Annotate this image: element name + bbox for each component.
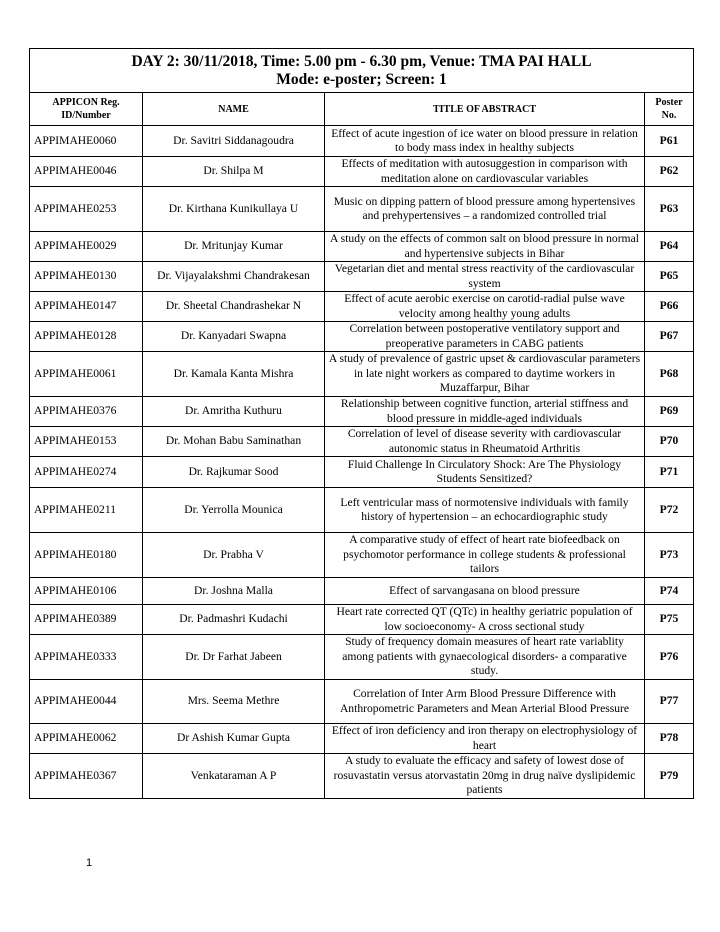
name-cell: Dr. Dr Farhat Jabeen [143, 635, 325, 680]
reg-cell: APPIMAHE0389 [30, 605, 143, 635]
table-row [30, 754, 694, 799]
session-title [30, 49, 694, 93]
table-row [30, 724, 694, 754]
reg-cell: APPIMAHE0060 [30, 126, 143, 157]
table-row [30, 457, 694, 488]
column-header-name: NAME [143, 93, 325, 126]
name-cell: Venkataraman A P [143, 754, 325, 799]
reg-cell: APPIMAHE0274 [30, 457, 143, 488]
name-cell: Dr. Shilpa M [143, 157, 325, 187]
name-cell: Dr. Yerrolla Mounica [143, 488, 325, 533]
abstract-title-cell: Correlation of level of disease severity with cardiovascular autonomic status in Rheumatoid Arthritis [325, 427, 645, 457]
table-row [30, 635, 694, 680]
name-cell: Dr. Prabha V [143, 533, 325, 578]
poster-number-cell: P62 [645, 157, 694, 187]
name-cell: Dr. Sheetal Chandrashekar N [143, 292, 325, 322]
poster-number-cell: P70 [645, 427, 694, 457]
reg-cell: APPIMAHE0128 [30, 322, 143, 352]
name-cell: Dr. Padmashri Kudachi [143, 605, 325, 635]
reg-cell: APPIMAHE0211 [30, 488, 143, 533]
poster-number-cell: P69 [645, 397, 694, 427]
table-row [30, 352, 694, 397]
name-cell: Dr. Amritha Kuthuru [143, 397, 325, 427]
table-row [30, 605, 694, 635]
poster-number-cell: P75 [645, 605, 694, 635]
table-row [30, 427, 694, 457]
name-cell: Dr. Vijayalakshmi Chandrakesan [143, 262, 325, 292]
abstract-title-cell: Effect of acute aerobic exercise on carotid-radial pulse wave velocity among healthy young adults [325, 292, 645, 322]
session-title-line1: DAY 2: 30/11/2018, Time: 5.00 pm - 6.30 pm, Venue: TMA PAI HALL [131, 53, 592, 70]
abstract-title-cell: A study on the effects of common salt on blood pressure in normal and hypertensive subjects in Bihar [325, 232, 645, 262]
name-cell: Dr. Savitri Siddanagoudra [143, 126, 325, 157]
abstract-title-cell: Music on dipping pattern of blood pressure among hypertensives and prehypertensives – a randomized controlled trial [325, 187, 645, 232]
reg-cell: APPIMAHE0130 [30, 262, 143, 292]
reg-cell: APPIMAHE0367 [30, 754, 143, 799]
table-row [30, 126, 694, 157]
poster-number-cell: P74 [645, 578, 694, 605]
column-header-reg: APPICON Reg. ID/Number [30, 93, 143, 126]
reg-cell: APPIMAHE0046 [30, 157, 143, 187]
table-row [30, 232, 694, 262]
header-row [30, 93, 694, 126]
abstract-title-cell: A study of prevalence of gastric upset & cardiovascular parameters in late night workers as compared to daytime workers in Muzaffarpur, Bihar [325, 352, 645, 397]
table-row [30, 322, 694, 352]
table-row [30, 292, 694, 322]
poster-number-cell: P77 [645, 680, 694, 724]
abstract-title-cell: A comparative study of effect of heart rate biofeedback on psychomotor performance in college students & professional tailors [325, 533, 645, 578]
abstract-title-cell: Effect of sarvangasana on blood pressure [325, 578, 645, 605]
poster-number-cell: P64 [645, 232, 694, 262]
abstract-title-cell: Vegetarian diet and mental stress reactivity of the cardiovascular system [325, 262, 645, 292]
column-header-poster: Poster No. [645, 93, 694, 126]
reg-cell: APPIMAHE0044 [30, 680, 143, 724]
title-row [30, 49, 694, 93]
table-row [30, 157, 694, 187]
reg-cell: APPIMAHE0062 [30, 724, 143, 754]
poster-number-cell: P72 [645, 488, 694, 533]
poster-number-cell: P73 [645, 533, 694, 578]
table-body [30, 126, 694, 799]
poster-number-cell: P66 [645, 292, 694, 322]
poster-number-cell: P61 [645, 126, 694, 157]
session-title-line2: Mode: e-poster; Screen: 1 [276, 71, 447, 88]
name-cell: Dr. Mohan Babu Saminathan [143, 427, 325, 457]
table-row [30, 680, 694, 724]
reg-cell: APPIMAHE0333 [30, 635, 143, 680]
reg-cell: APPIMAHE0153 [30, 427, 143, 457]
name-cell: Dr. Mritunjay Kumar [143, 232, 325, 262]
poster-number-cell: P78 [645, 724, 694, 754]
abstract-title-cell: A study to evaluate the efficacy and safety of lowest dose of rosuvastatin versus atorvastatin 20mg in drug naïve dyslipidemic patients [325, 754, 645, 799]
abstract-title-cell: Study of frequency domain measures of heart rate variablity among patients with gynaecological disorders- a comparative study. [325, 635, 645, 680]
abstract-title-cell: Correlation of Inter Arm Blood Pressure Difference with Anthropometric Parameters and Mean Arterial Blood Pressure [325, 680, 645, 724]
reg-cell: APPIMAHE0029 [30, 232, 143, 262]
page-number: 1 [86, 857, 93, 869]
table-row [30, 488, 694, 533]
name-cell: Dr. Kirthana Kunikullaya U [143, 187, 325, 232]
name-cell: Dr Ashish Kumar Gupta [143, 724, 325, 754]
abstract-title-cell: Effect of iron deficiency and iron therapy on electrophysiology of heart [325, 724, 645, 754]
table-row [30, 262, 694, 292]
abstract-title-cell: Effects of meditation with autosuggestion in comparison with meditation alone on cardiovascular variables [325, 157, 645, 187]
abstract-title-cell: Effect of acute ingestion of ice water on blood pressure in relation to body mass index in healthy subjects [325, 126, 645, 157]
poster-number-cell: P67 [645, 322, 694, 352]
poster-number-cell: P76 [645, 635, 694, 680]
reg-cell: APPIMAHE0147 [30, 292, 143, 322]
table-row [30, 397, 694, 427]
name-cell: Dr. Kanyadari Swapna [143, 322, 325, 352]
abstract-title-cell: Heart rate corrected QT (QTc) in healthy geriatric population of low socioeconomy- A cross sectional study [325, 605, 645, 635]
reg-cell: APPIMAHE0061 [30, 352, 143, 397]
abstract-title-cell: Relationship between cognitive function, arterial stiffness and blood pressure in middle-aged individuals [325, 397, 645, 427]
name-cell: Dr. Kamala Kanta Mishra [143, 352, 325, 397]
poster-number-cell: P63 [645, 187, 694, 232]
name-cell: Dr. Joshna Malla [143, 578, 325, 605]
table-row [30, 578, 694, 605]
column-header-title: TITLE OF ABSTRACT [325, 93, 645, 126]
name-cell: Dr. Rajkumar Sood [143, 457, 325, 488]
abstract-title-cell: Correlation between postoperative ventilatory support and preoperative parameters in CABG patients [325, 322, 645, 352]
poster-number-cell: P68 [645, 352, 694, 397]
schedule-table [29, 48, 694, 799]
table-row [30, 187, 694, 232]
poster-number-cell: P79 [645, 754, 694, 799]
reg-cell: APPIMAHE0180 [30, 533, 143, 578]
reg-cell: APPIMAHE0106 [30, 578, 143, 605]
reg-cell: APPIMAHE0376 [30, 397, 143, 427]
poster-number-cell: P65 [645, 262, 694, 292]
reg-cell: APPIMAHE0253 [30, 187, 143, 232]
poster-number-cell: P71 [645, 457, 694, 488]
name-cell: Mrs. Seema Methre [143, 680, 325, 724]
table-row [30, 533, 694, 578]
abstract-title-cell: Left ventricular mass of normotensive individuals with family history of hypertension – an echocardiographic study [325, 488, 645, 533]
schedule-sheet [29, 48, 693, 799]
abstract-title-cell: Fluid Challenge In Circulatory Shock: Are The Physiology Students Sensitized? [325, 457, 645, 488]
